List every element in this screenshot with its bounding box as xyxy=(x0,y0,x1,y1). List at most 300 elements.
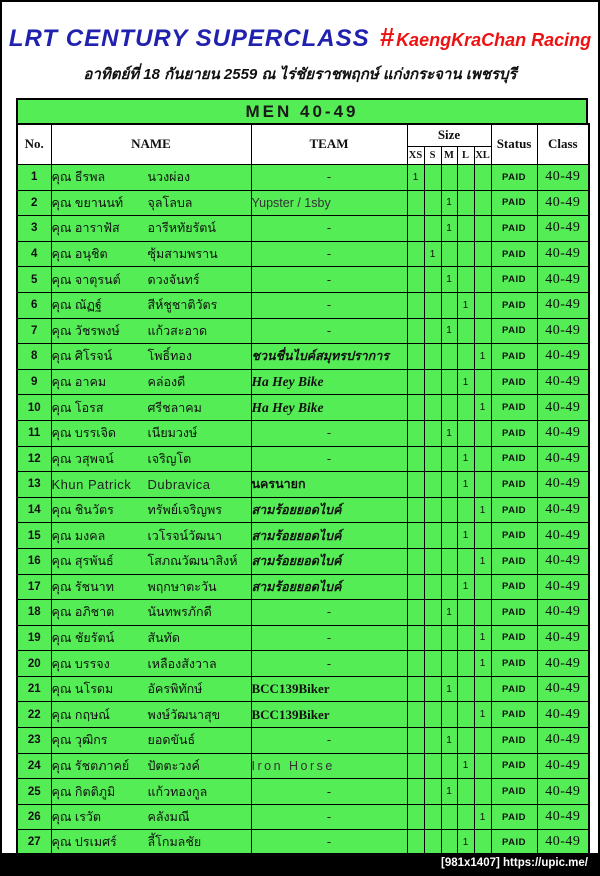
size-cell-l xyxy=(457,241,474,267)
size-cell-xs xyxy=(407,267,424,293)
rider-name xyxy=(51,292,251,318)
size-cell-s xyxy=(424,702,441,728)
size-cell-xs xyxy=(407,830,424,856)
size-cell-s xyxy=(424,523,441,549)
size-cell-xl xyxy=(474,676,491,702)
size-cell-l: 1 xyxy=(457,574,474,600)
results-sheet xyxy=(16,98,588,857)
size-cell-m xyxy=(441,574,457,600)
col-header-class: Class xyxy=(537,124,589,165)
size-cell-xs xyxy=(407,216,424,242)
row-number: 2 xyxy=(17,190,51,216)
team-cell: BCC139Biker xyxy=(251,702,407,728)
row-number: 8 xyxy=(17,344,51,370)
rider-name xyxy=(51,369,251,395)
size-cell-l xyxy=(457,190,474,216)
table-row xyxy=(17,702,589,728)
status-cell: PAID xyxy=(491,651,537,677)
category-band: MEN 40-49 xyxy=(16,98,588,125)
rider-first-name: คุณ บรรจง xyxy=(51,656,110,671)
rider-name xyxy=(51,523,251,549)
rider-first-name: คุณ วัชรพงษ์ xyxy=(51,323,120,338)
rider-name xyxy=(51,241,251,267)
rider-first-name: คุณ ศิโรจน์ xyxy=(51,349,113,364)
class-cell: 40-49 xyxy=(537,497,589,523)
size-cell-m xyxy=(441,344,457,370)
table-row xyxy=(17,497,589,523)
status-cell: PAID xyxy=(491,600,537,626)
page-title xyxy=(2,22,598,53)
size-cell-xs xyxy=(407,318,424,344)
size-cell-m: 1 xyxy=(441,728,457,754)
size-cell-l: 1 xyxy=(457,369,474,395)
row-number: 14 xyxy=(17,497,51,523)
size-cell-l xyxy=(457,702,474,728)
rider-first-name: คุณ บรรเจิด xyxy=(51,426,117,441)
rider-first-name: คุณ กฤษณ์ xyxy=(51,707,110,722)
col-header-status: Status xyxy=(491,124,537,165)
size-cell-l xyxy=(457,344,474,370)
status-cell: PAID xyxy=(491,574,537,600)
rider-name xyxy=(51,625,251,651)
rider-first-name: คุณ ธีรพล xyxy=(51,170,106,185)
size-cell-l xyxy=(457,676,474,702)
size-cell-l: 1 xyxy=(457,753,474,779)
rider-name xyxy=(51,600,251,626)
size-cell-xs xyxy=(407,420,424,446)
size-cell-xs xyxy=(407,753,424,779)
size-cell-l xyxy=(457,548,474,574)
size-cell-s: 1 xyxy=(424,241,441,267)
team-cell: ชวนชื่นไบค์สมุทรปราการ xyxy=(251,344,407,370)
status-cell: PAID xyxy=(491,728,537,754)
rider-first-name: คุณ ขยานนท์ xyxy=(51,195,124,210)
size-cell-l xyxy=(457,318,474,344)
table-row xyxy=(17,830,589,856)
size-cell-xs xyxy=(407,804,424,830)
size-cell-m xyxy=(441,497,457,523)
row-number: 6 xyxy=(17,292,51,318)
rider-name xyxy=(51,779,251,805)
size-cell-m xyxy=(441,753,457,779)
rider-last-name: แก้วสะอาด xyxy=(147,323,208,338)
size-cell-xl xyxy=(474,420,491,446)
size-cell-m: 1 xyxy=(441,318,457,344)
status-cell: PAID xyxy=(491,292,537,318)
class-cell: 40-49 xyxy=(537,804,589,830)
rider-name xyxy=(51,472,251,498)
size-cell-m: 1 xyxy=(441,420,457,446)
status-cell: PAID xyxy=(491,523,537,549)
col-header-name: NAME xyxy=(51,124,251,165)
size-cell-xl: 1 xyxy=(474,804,491,830)
size-cell-l: 1 xyxy=(457,472,474,498)
row-number: 4 xyxy=(17,241,51,267)
team-cell: BCC139Biker xyxy=(251,676,407,702)
status-cell: PAID xyxy=(491,190,537,216)
rider-last-name: โสภณวัฒนาสิงห์ xyxy=(147,554,238,569)
event-date-location: อาทิตย์ที่ 18 กันยายน 2559 ณ ไร่ชัยราชพฤกษ์ แก่งกระจาน เพชรบุรี xyxy=(83,66,517,83)
table-row xyxy=(17,472,589,498)
row-number: 18 xyxy=(17,600,51,626)
size-cell-xl: 1 xyxy=(474,497,491,523)
size-cell-s xyxy=(424,267,441,293)
rider-name xyxy=(51,830,251,856)
size-cell-s xyxy=(424,753,441,779)
table-row xyxy=(17,676,589,702)
size-cell-xl xyxy=(474,190,491,216)
size-cell-xs xyxy=(407,600,424,626)
status-cell: PAID xyxy=(491,241,537,267)
rider-last-name: พฤกษาตะวัน xyxy=(147,579,217,594)
rider-name xyxy=(51,574,251,600)
size-cell-s xyxy=(424,651,441,677)
size-cell-xs xyxy=(407,292,424,318)
size-cell-xs xyxy=(407,625,424,651)
rider-last-name: ปัตตะวงค์ xyxy=(147,758,200,773)
size-cell-xl: 1 xyxy=(474,344,491,370)
size-cell-xl xyxy=(474,523,491,549)
class-cell: 40-49 xyxy=(537,446,589,472)
size-cell-s xyxy=(424,216,441,242)
table-row xyxy=(17,165,589,191)
team-cell: - xyxy=(251,292,407,318)
class-cell: 40-49 xyxy=(537,753,589,779)
team-cell: สามร้อยยอดไบค์ xyxy=(251,548,407,574)
rider-last-name: Dubravica xyxy=(147,476,211,492)
class-cell: 40-49 xyxy=(537,292,589,318)
size-cell-m xyxy=(441,446,457,472)
size-cell-xl xyxy=(474,318,491,344)
table-row xyxy=(17,369,589,395)
rider-name xyxy=(51,446,251,472)
size-cell-xl xyxy=(474,267,491,293)
size-cell-m xyxy=(441,292,457,318)
rider-first-name: คุณ วสุพจน์ xyxy=(51,451,114,466)
rider-name xyxy=(51,190,251,216)
size-cell-m xyxy=(441,702,457,728)
status-cell: PAID xyxy=(491,625,537,651)
rider-last-name: แก้วทองกูล xyxy=(147,784,208,799)
class-cell: 40-49 xyxy=(537,344,589,370)
row-number: 16 xyxy=(17,548,51,574)
rider-name xyxy=(51,344,251,370)
size-cell-l: 1 xyxy=(457,523,474,549)
col-header-size-l: L xyxy=(457,147,474,165)
rider-last-name: โพธิ์ทอง xyxy=(147,349,192,364)
class-cell: 40-49 xyxy=(537,318,589,344)
size-cell-m xyxy=(441,241,457,267)
col-header-size-xl: XL xyxy=(474,147,491,165)
table-row xyxy=(17,625,589,651)
team-cell: นครนายก xyxy=(251,472,407,498)
team-cell: Ha Hey Bike xyxy=(251,395,407,421)
rider-first-name: คุณ อภิชาต xyxy=(51,605,115,620)
rider-name xyxy=(51,728,251,754)
size-cell-s xyxy=(424,318,441,344)
rider-first-name: คุณ สุรพันธ์ xyxy=(51,554,114,569)
row-number: 23 xyxy=(17,728,51,754)
size-cell-m xyxy=(441,548,457,574)
rider-name xyxy=(51,216,251,242)
rider-last-name: นวงผ่อง xyxy=(147,170,191,185)
riders-table xyxy=(16,123,590,857)
size-cell-s xyxy=(424,190,441,216)
table-row xyxy=(17,216,589,242)
row-number: 27 xyxy=(17,830,51,856)
row-number: 25 xyxy=(17,779,51,805)
row-number: 17 xyxy=(17,574,51,600)
row-number: 3 xyxy=(17,216,51,242)
row-number: 11 xyxy=(17,420,51,446)
row-number: 22 xyxy=(17,702,51,728)
table-body xyxy=(17,165,589,856)
row-number: 13 xyxy=(17,472,51,498)
size-cell-xs xyxy=(407,651,424,677)
table-row xyxy=(17,267,589,293)
rider-name xyxy=(51,753,251,779)
size-cell-l: 1 xyxy=(457,830,474,856)
rider-first-name: คุณ จาตุรนต์ xyxy=(51,272,121,287)
team-cell: - xyxy=(251,446,407,472)
size-cell-m xyxy=(441,395,457,421)
rider-first-name: คุณ เรวัต xyxy=(51,810,102,825)
rider-first-name: คุณ มงคล xyxy=(51,528,106,543)
table-row xyxy=(17,292,589,318)
size-cell-s xyxy=(424,344,441,370)
table-row xyxy=(17,779,589,805)
team-cell: - xyxy=(251,651,407,677)
rider-name xyxy=(51,165,251,191)
size-cell-l xyxy=(457,625,474,651)
rider-last-name: เหลืองสังวาล xyxy=(147,656,217,671)
team-cell: - xyxy=(251,318,407,344)
table-row xyxy=(17,420,589,446)
size-cell-m xyxy=(441,651,457,677)
team-cell: - xyxy=(251,241,407,267)
size-cell-s xyxy=(424,165,441,191)
rider-last-name: พงษ์วัฒนาสุข xyxy=(147,707,221,722)
rider-last-name: เนียมวงษ์ xyxy=(147,426,198,441)
class-cell: 40-49 xyxy=(537,216,589,242)
rider-name xyxy=(51,804,251,830)
col-header-size-s: S xyxy=(424,147,441,165)
table-row xyxy=(17,318,589,344)
status-cell: PAID xyxy=(491,472,537,498)
size-cell-xl xyxy=(474,216,491,242)
class-cell: 40-49 xyxy=(537,728,589,754)
rider-last-name: คลังมณี xyxy=(147,810,190,825)
status-cell: PAID xyxy=(491,395,537,421)
rider-first-name: คุณ กิตติภูมิ xyxy=(51,784,116,799)
size-cell-xs xyxy=(407,344,424,370)
class-cell: 40-49 xyxy=(537,779,589,805)
size-cell-s xyxy=(424,548,441,574)
row-number: 7 xyxy=(17,318,51,344)
size-cell-xl: 1 xyxy=(474,651,491,677)
size-cell-s xyxy=(424,728,441,754)
image-host-watermark: [981x1407] https://upic.me/ xyxy=(2,853,598,874)
title-hash-symbol: # xyxy=(379,22,395,52)
size-cell-xs xyxy=(407,523,424,549)
title-main: LRT CENTURY SUPERCLASS xyxy=(8,25,370,52)
size-cell-m xyxy=(441,472,457,498)
size-cell-xs xyxy=(407,728,424,754)
status-cell: PAID xyxy=(491,548,537,574)
table-row xyxy=(17,523,589,549)
rider-first-name: คุณ รัชนาท xyxy=(51,579,114,594)
status-cell: PAID xyxy=(491,420,537,446)
class-cell: 40-49 xyxy=(537,165,589,191)
team-cell: - xyxy=(251,267,407,293)
size-cell-s xyxy=(424,420,441,446)
size-cell-m xyxy=(441,804,457,830)
rider-last-name: เจริญโต xyxy=(147,451,192,466)
rider-last-name: คล่องดี xyxy=(147,375,186,390)
row-number: 21 xyxy=(17,676,51,702)
status-cell: PAID xyxy=(491,216,537,242)
status-cell: PAID xyxy=(491,753,537,779)
size-cell-xl xyxy=(474,753,491,779)
status-cell: PAID xyxy=(491,318,537,344)
size-cell-xs xyxy=(407,395,424,421)
rider-name xyxy=(51,702,251,728)
size-cell-xl: 1 xyxy=(474,625,491,651)
team-cell: - xyxy=(251,779,407,805)
size-cell-l xyxy=(457,165,474,191)
size-cell-xl xyxy=(474,241,491,267)
class-cell: 40-49 xyxy=(537,420,589,446)
team-cell: - xyxy=(251,216,407,242)
size-cell-s xyxy=(424,497,441,523)
team-cell: - xyxy=(251,420,407,446)
table-row xyxy=(17,574,589,600)
class-cell: 40-49 xyxy=(537,548,589,574)
rider-first-name: คุณ อนุชิต xyxy=(51,247,108,262)
size-cell-m xyxy=(441,830,457,856)
team-cell: สามร้อยยอดไบค์ xyxy=(251,497,407,523)
size-cell-xl xyxy=(474,779,491,805)
rider-name xyxy=(51,395,251,421)
rider-first-name: คุณ ปรเมศร์ xyxy=(51,835,117,850)
rider-last-name: ลี้โกมลชัย xyxy=(147,835,202,850)
table-row xyxy=(17,446,589,472)
table-row xyxy=(17,728,589,754)
size-cell-xl xyxy=(474,446,491,472)
rider-name xyxy=(51,676,251,702)
size-cell-xl: 1 xyxy=(474,702,491,728)
size-cell-xl xyxy=(474,292,491,318)
size-cell-m: 1 xyxy=(441,267,457,293)
status-cell: PAID xyxy=(491,702,537,728)
class-cell: 40-49 xyxy=(537,523,589,549)
row-number: 5 xyxy=(17,267,51,293)
status-cell: PAID xyxy=(491,446,537,472)
row-number: 24 xyxy=(17,753,51,779)
rider-last-name: ยอดขันธ์ xyxy=(147,733,196,748)
size-cell-xs xyxy=(407,241,424,267)
table-row xyxy=(17,600,589,626)
size-cell-xl xyxy=(474,600,491,626)
row-number: 10 xyxy=(17,395,51,421)
class-cell: 40-49 xyxy=(537,625,589,651)
status-cell: PAID xyxy=(491,267,537,293)
status-cell: PAID xyxy=(491,165,537,191)
class-cell: 40-49 xyxy=(537,830,589,856)
table-row xyxy=(17,548,589,574)
class-cell: 40-49 xyxy=(537,267,589,293)
size-cell-m: 1 xyxy=(441,190,457,216)
size-cell-l xyxy=(457,728,474,754)
size-cell-m: 1 xyxy=(441,676,457,702)
size-cell-xs xyxy=(407,702,424,728)
rider-last-name: อารีหทัยรัตน์ xyxy=(147,221,216,236)
team-cell: สามร้อยยอดไบค์ xyxy=(251,574,407,600)
team-cell: - xyxy=(251,625,407,651)
size-cell-s xyxy=(424,369,441,395)
rider-last-name: ศรีชลาคม xyxy=(147,400,202,415)
size-cell-xs xyxy=(407,190,424,216)
size-cell-s xyxy=(424,395,441,421)
rider-first-name: คุณ โอรส xyxy=(51,400,104,415)
team-cell: สามร้อยยอดไบค์ xyxy=(251,523,407,549)
table-row xyxy=(17,651,589,677)
size-cell-xs xyxy=(407,779,424,805)
rider-name xyxy=(51,420,251,446)
class-cell: 40-49 xyxy=(537,676,589,702)
table-row xyxy=(17,344,589,370)
rider-name xyxy=(51,497,251,523)
rider-first-name: คุณ ชัยรัตน์ xyxy=(51,630,115,645)
size-cell-l: 1 xyxy=(457,292,474,318)
size-cell-xs xyxy=(407,676,424,702)
rider-last-name: ดวงจันทร์ xyxy=(147,272,200,287)
size-cell-xs xyxy=(407,472,424,498)
team-cell: - xyxy=(251,830,407,856)
class-cell: 40-49 xyxy=(537,600,589,626)
class-cell: 40-49 xyxy=(537,574,589,600)
row-number: 26 xyxy=(17,804,51,830)
size-cell-l xyxy=(457,267,474,293)
rider-name xyxy=(51,318,251,344)
size-cell-s xyxy=(424,779,441,805)
class-cell: 40-49 xyxy=(537,472,589,498)
size-cell-xl xyxy=(474,574,491,600)
team-cell: Ha Hey Bike xyxy=(251,369,407,395)
size-cell-m: 1 xyxy=(441,216,457,242)
status-cell: PAID xyxy=(491,369,537,395)
rider-name xyxy=(51,548,251,574)
size-cell-s xyxy=(424,446,441,472)
col-header-size-m: M xyxy=(441,147,457,165)
size-cell-xs xyxy=(407,574,424,600)
row-number: 9 xyxy=(17,369,51,395)
table-header xyxy=(17,124,589,165)
size-cell-xl xyxy=(474,830,491,856)
size-cell-xl xyxy=(474,369,491,395)
team-cell: - xyxy=(251,165,407,191)
col-header-no: No. xyxy=(17,124,51,165)
team-cell: - xyxy=(251,804,407,830)
rider-last-name: นันทพรภักดี xyxy=(147,605,212,620)
size-cell-xs xyxy=(407,446,424,472)
size-cell-xl: 1 xyxy=(474,395,491,421)
size-cell-l: 1 xyxy=(457,446,474,472)
size-cell-m xyxy=(441,523,457,549)
rider-first-name: คุณ ชินวัตร xyxy=(51,503,114,518)
size-cell-l xyxy=(457,395,474,421)
table-row xyxy=(17,395,589,421)
